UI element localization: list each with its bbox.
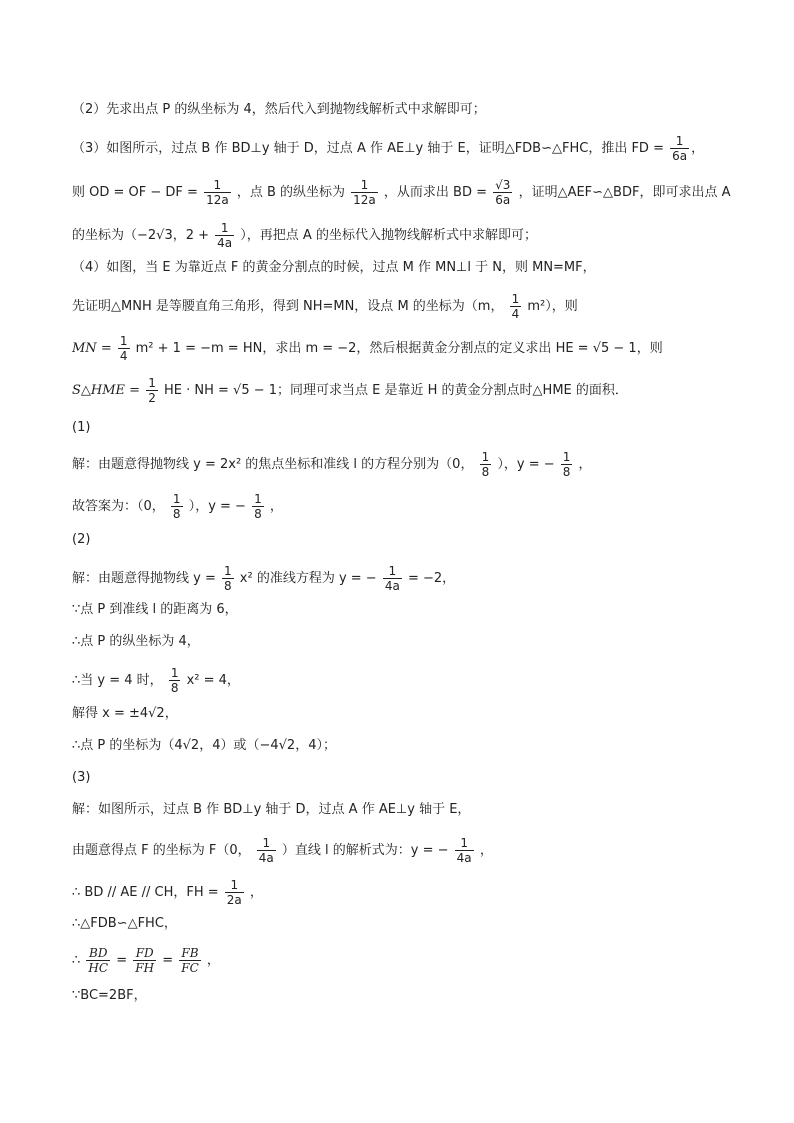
sentence: x² = 4， [186, 673, 240, 688]
text-line [72, 178, 730, 207]
fraction [86, 946, 110, 975]
sentence: 解：如图所示，过点 B 作 BD⊥y 轴于 D，过点 A 作 AE⊥y 轴于 E， [72, 802, 471, 817]
fraction [493, 178, 512, 207]
text-line [72, 376, 628, 405]
sentence: ），y = − [188, 499, 246, 514]
sentence: ∴点 P 的坐标为（4√2，4）或（−4√2，4）； [72, 738, 336, 753]
denominator: HC [88, 961, 109, 975]
fraction [510, 292, 522, 321]
numerator: 1 [675, 134, 684, 148]
numerator: 1 [213, 178, 222, 192]
fraction [480, 450, 492, 479]
fraction [215, 221, 234, 250]
fraction [222, 564, 234, 593]
numerator: 1 [254, 492, 262, 506]
section-label [72, 418, 90, 438]
denominator: 4 [119, 349, 128, 363]
sentence: ∴ [72, 953, 81, 968]
denominator: 8 [562, 465, 571, 479]
denominator: 8 [481, 465, 490, 479]
sentence: ∴ BD // AE // CH，FH = [72, 885, 219, 900]
sentence: ，点 B 的纵坐标为 [236, 185, 346, 200]
sentence: ，证明△AEF∽△BDF，即可求出点 A [518, 185, 731, 200]
text-line [72, 450, 592, 479]
denominator: 8 [224, 579, 232, 593]
sentence: 解：由题意得抛物线 y = [72, 571, 216, 586]
denominator: FC [181, 961, 199, 975]
denominator: 8 [170, 681, 179, 695]
sentence: ，从而求出 BD = [383, 185, 488, 200]
denominator: 4a [217, 236, 233, 250]
text-line [72, 221, 537, 250]
numerator: BD [89, 946, 108, 960]
denominator: 12a [206, 193, 229, 207]
sentence: m²），则 [527, 299, 578, 314]
sentence: （3）如图所示，过点 B 作 BD⊥y 轴于 D，过点 A 作 AE⊥y 轴于 E，证明△FDB∽△FHC，推出 FD = [72, 141, 664, 156]
fraction [455, 836, 474, 865]
text-line [72, 878, 263, 907]
sentence: 解得 x = ±4√2， [72, 706, 178, 721]
section-label [72, 768, 90, 788]
fraction [118, 334, 130, 363]
text-line [72, 564, 455, 593]
sentence: ， [206, 953, 220, 968]
text-line [72, 492, 283, 521]
denominator: 6a [495, 193, 511, 207]
sentence: ∵BC=2BF， [72, 988, 147, 1003]
sentence: = [116, 953, 128, 968]
fraction [252, 492, 264, 521]
text-line [72, 258, 596, 278]
numerator: 1 [460, 836, 468, 850]
sentence: ， [269, 499, 283, 514]
numerator: 1 [172, 492, 181, 506]
sentence: ∴当 y = 4 时， [72, 673, 163, 688]
text-line [72, 736, 336, 756]
sentence: = [162, 953, 174, 968]
section-label [72, 530, 90, 550]
fraction [171, 492, 183, 521]
sentence: 先证明△MNH 是等腰直角三角形，得到 NH=MN，设点 M 的坐标为（m， [72, 299, 504, 314]
fraction [146, 376, 158, 405]
sentence: = −2， [407, 571, 456, 586]
numerator: √3 [495, 178, 511, 192]
sentence: ∴△FDB∽△FHC， [72, 916, 177, 931]
fraction [204, 178, 231, 207]
numerator: 1 [360, 178, 369, 192]
denominator: FH [135, 961, 155, 975]
numerator: 1 [119, 334, 128, 348]
text-line [72, 334, 663, 363]
sentence: 由题意得点 F 的坐标为 F（0， [72, 843, 251, 858]
denominator: 4 [511, 307, 520, 321]
text-line [72, 292, 578, 321]
denominator: 8 [254, 507, 262, 521]
sentence: ， [578, 457, 592, 472]
sentence: 故答案为：（0， [72, 499, 165, 514]
numerator: 1 [262, 836, 271, 850]
numerator: 1 [481, 450, 490, 464]
numerator: 1 [511, 292, 520, 306]
numerator: 1 [148, 376, 156, 390]
text-line [72, 946, 220, 975]
text-line [72, 666, 240, 695]
text-line [72, 632, 200, 652]
denominator: 4a [384, 579, 400, 593]
text-line [72, 800, 470, 820]
sentence: ∵点 P 到准线 l 的距离为 6， [72, 602, 238, 617]
sentence: m² + 1 = −m = HN，求出 m = −2，然后根据黄金分割点的定义求出 HE = √5 − 1，则 [135, 341, 663, 356]
text-line [72, 704, 178, 724]
fraction [383, 564, 402, 593]
fraction [257, 836, 276, 865]
equation-lhs: S△HME = [72, 383, 141, 398]
fraction [179, 946, 201, 975]
fraction [169, 666, 181, 695]
denominator: 12a [353, 193, 376, 207]
equation-lhs: MN = [72, 341, 112, 356]
section-number: (1) [72, 420, 91, 435]
sentence: x² 的准线方程为 y = − [239, 571, 377, 586]
numerator: FD [135, 946, 154, 960]
denominator: 6a [672, 149, 688, 163]
text-line [72, 986, 147, 1006]
sentence: HE · NH = √5 − 1；同理可求当点 E 是靠近 H 的黄金分割点时△HME 的面积． [164, 383, 628, 398]
fraction [225, 878, 244, 907]
numerator: 1 [170, 666, 179, 680]
sentence: 的坐标为（−2√3，2 + [72, 228, 210, 243]
section-number: (3) [72, 770, 91, 785]
text-line [72, 100, 486, 120]
text-line: （3）如图所示，过点 B 作 BD⊥y 轴于 D，过点 A 作 AE⊥y 轴于 E，证明△FDB∽△FHC，推出 FD = $\frac{1}{6a}$ ， [72, 134, 705, 163]
text-line [72, 836, 493, 865]
section-number: (2) [72, 532, 91, 547]
text-line [72, 914, 177, 934]
denominator: 8 [172, 507, 181, 521]
numerator: FB [181, 946, 199, 960]
fraction [561, 450, 573, 479]
denominator: 4a [258, 851, 274, 865]
sentence: （2）先求出点 P 的纵坐标为 4，然后代入到抛物线解析式中求解即可； [72, 102, 486, 117]
sentence: ， [479, 843, 493, 858]
numerator: 1 [220, 221, 229, 235]
sentence: （4）如图，当 E 为靠近点 F 的黄金分割点的时候，过点 M 作 MN⊥l 于 N，则 MN=MF， [72, 260, 596, 275]
sentence: ， [249, 885, 263, 900]
sentence: ），再把点 A 的坐标代入抛物线解析式中求解即可； [240, 228, 537, 243]
denominator: 4a [456, 851, 472, 865]
fraction [133, 946, 156, 975]
numerator: 1 [388, 564, 397, 578]
sentence: ），y = − [497, 457, 555, 472]
numerator: 1 [230, 878, 239, 892]
sentence: ∴点 P 的纵坐标为 4， [72, 634, 200, 649]
denominator: 2a [226, 893, 242, 907]
numerator: 1 [562, 450, 571, 464]
sentence: ）直线 l 的解析式为：y = − [281, 843, 449, 858]
fraction [351, 178, 378, 207]
sentence: 则 OD = OF − DF = [72, 185, 198, 200]
sentence: 解：由题意得抛物线 y = 2x² 的焦点坐标和准线 l 的方程分别为（0， [72, 457, 474, 472]
numerator: 1 [224, 564, 232, 578]
denominator: 2 [148, 391, 156, 405]
text-line [72, 600, 238, 620]
fraction [670, 134, 689, 163]
